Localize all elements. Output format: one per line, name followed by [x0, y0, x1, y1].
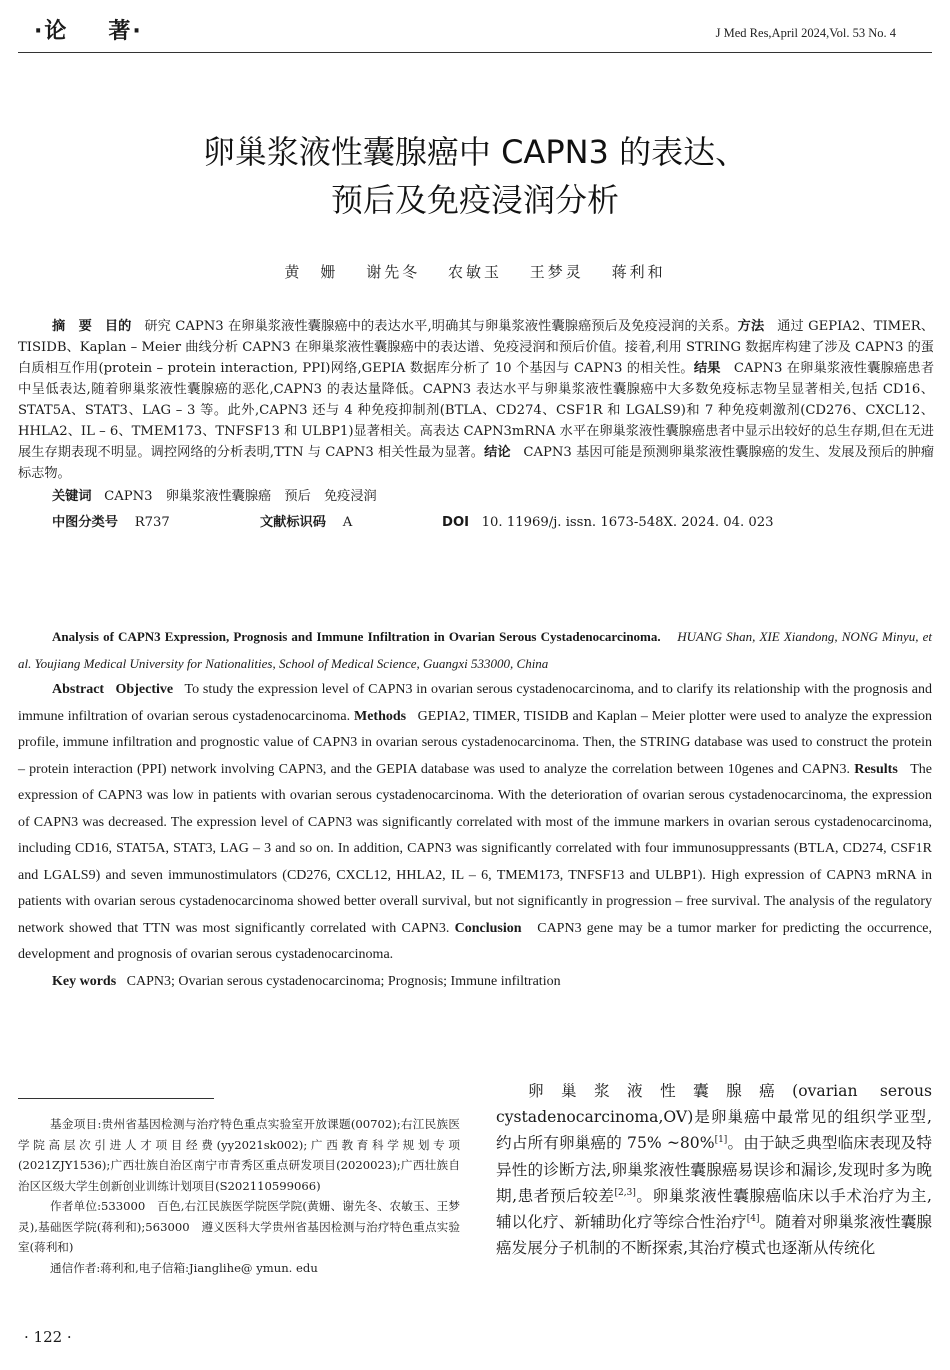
doi: DOI 10. 11969/j. issn. 1673-548X. 2024. 04. 023 — [442, 515, 774, 530]
author: 农敏玉 — [447, 263, 502, 281]
footnote-divider — [18, 1098, 214, 1099]
en-abstract-text: Abstract Objective To study the expression level of CAPN3 in ovarian serous cystadenocarcinoma, and to clarify its relationship with the prognosis and immune infiltration of ovarian serous cystadenocarcinoma. Methods GEPIA2, TIMER, TISIDB and Kaplan – Meier plotter were used to analyze the expression profile, immune infiltration and prognostic value of CAPN3 in ovarian serous cystadenocarcinoma. Then, the STRING database was used to construct the protein – protein interaction (PPI) network involving CAPN3, and the GEPIA database was used to analyze the correlation between 10genes and CAPN3. Results The expression of CAPN3 was low in patients with ovarian serous cystadenocarcinoma. With the deterioration of ovarian serous cystadenocarcinoma, the expression of CAPN3 was decreased. The expression level of CAPN3 was significantly correlated with most of the immune markers in ovarian serous cystadenocarcinoma, including CD16, STAT5A, STAT3, LAG – 3 and so on. In addition, CAPN3 was significantly correlated with four immunosuppressants (BTLA, CD274, CSF1R and LGALS9) and seven immunostimulators (CD276, CXCL12, HHLA2, IL – 6, TMEM173, TNFSF13 and ULBP1). High expression of CAPN3 mRNA in patients with ovarian serous cystadenocarcinoma showed better overall survival, but not significantly in progression – free survival. The analysis of the regulatory network showed that TTN was most significantly correlated with CAPN3. Conclusion CAPN3 gene may be a tumor marker for predicting the occurrence, development and prognosis of ovarian serous cystadenocarcinoma. — [18, 682, 933, 962]
en-keywords: Key words CAPN3; Ovarian serous cystadenocarcinoma; Prognosis; Immune infiltration — [52, 973, 561, 989]
en-title-line: Analysis of CAPN3 Expression, Prognosis and Immune Infiltration in Ovarian Serous Cystadenocarcinoma. HUANG Shan, XIE Xiandong, NONG Minyu, et al. Youjiang Medical University for Nationalities, School of Medical Science, Guangxi 533000, China — [18, 629, 932, 671]
funding-note: 基金项目:贵州省基因检测与治疗特色重点实验室开放课题(00702);右江民族医学院高层次引进人才项目经费(yy2021sk002);广西教育科学规划专项(2021ZJY1536);广西壮族自治区南宁市青秀区重点研发项目(2020023);广西壮族自治区区级大学生创新创业训练计划项目(S202110599066) — [18, 1117, 460, 1193]
author: 谢先冬 — [366, 263, 421, 281]
citation-ref[interactable]: [2,3] — [614, 1187, 636, 1198]
title-line-2: 预后及免疫浸润分析 — [330, 181, 619, 219]
correspondence-note: 通信作者:蒋利和,电子信箱:Jianglihe@ ymun. edu — [50, 1260, 318, 1275]
author: 蒋利和 — [611, 263, 666, 281]
header-divider — [18, 52, 932, 53]
cn-keywords: 关键词 CAPN3 卵巢浆液性囊腺癌 预后 免疫浸润 — [52, 489, 377, 504]
footnotes — [18, 1114, 460, 1278]
section-label: ·论 著· — [34, 19, 143, 44]
author: 黄 姗 — [284, 263, 339, 281]
english-abstract — [18, 624, 932, 995]
citation-ref[interactable]: [1] — [714, 1135, 728, 1146]
article-title — [0, 128, 950, 224]
title-line-1: 卵巢浆液性囊腺癌中 CAPN3 的表达、 — [202, 133, 748, 171]
citation-ref[interactable]: [4] — [746, 1214, 760, 1225]
journal-citation: J Med Res,April 2024,Vol. 53 No. 4 — [715, 26, 896, 40]
classification-row: 中图分类号 R737 文献标识码 A DOI 10. 11969/j. issn. 1673-548X. 2024. 04. 023 — [18, 510, 934, 536]
affiliation-note: 作者单位:533000 百色,右江民族医学院医学院(黄姗、谢先冬、农敏玉、王梦灵),基础医学院(蒋利和);563000 遵义医科大学贵州省基因检测与治疗特色重点实验室(蒋利和) — [18, 1199, 460, 1254]
chinese-abstract — [18, 316, 934, 536]
page-number: · 122 · — [24, 1328, 72, 1346]
author-list — [0, 261, 950, 282]
author: 王梦灵 — [529, 263, 584, 281]
cn-abstract-text: 摘 要 目的 研究 CAPN3 在卵巢浆液性囊腺癌中的表达水平,明确其与卵巢浆液性囊腺癌预后及免疫浸润的关系。方法 通过 GEPIA2、TIMER、TISIDB、Kaplan – Meier 曲线分析 CAPN3 在卵巢浆液性囊腺癌中的表达谱、免疫浸润和预后价值。接着,利用 STRING 数据库构建了涉及 CAPN3 的蛋白质相互作用(protein – protein interaction, PPI)网络,GEPIA 数据库分析了 10 个基因与 CAPN3 的相关性。结果 CAPN3 在卵巢浆液性囊腺癌患者中呈低表达,随着卵巢浆液性囊腺癌的恶化,CAPN3 的表达量降低。CAPN3 表达水平与卵巢浆液性囊腺癌中大多数免疫标志物呈显著相关,包括 CD16、STAT5A、STAT3、LAG – 3 等。此外,CAPN3 还与 4 种免疫抑制剂(BTLA、CD274、CSF1R 和 LGALS9)和 7 种免疫刺激剂(CD276、CXCL12、HHLA2、IL – 6、TMEM173、TNFSF13 和 ULBP1)显著相关。高表达 CAPN3mRNA 水平在卵巢浆液性囊腺癌患者中显示出较好的总生存期,但在无进展生存期表现不明显。调控网络的分析表明,TTN 与 CAPN3 相关性最为显著。结论 CAPN3 基因可能是预测卵巢浆液性囊腺癌的发生、发展及预后的肿瘤标志物。 — [18, 319, 935, 481]
intro-paragraph: 卵巢浆液性囊腺癌(ovarian serous cystadenocarcinoma,OV)是卵巢癌中最常见的组织学亚型,约占所有卵巢癌的 75% ~80%[1]。由于缺乏典型临床表现及特异性的诊断方法,卵巢浆液性囊腺癌易误诊和漏诊,发现时多为晚期,患者预后较差[2,3]。卵巢浆液性囊腺癌临床以手术治疗为主,辅以化疗、新辅助化疗等综合性治疗[4]。随着对卵巢浆液性囊腺癌发展分子机制的不断探索,其治疗模式也逐渐从传统化 — [496, 1082, 932, 1258]
